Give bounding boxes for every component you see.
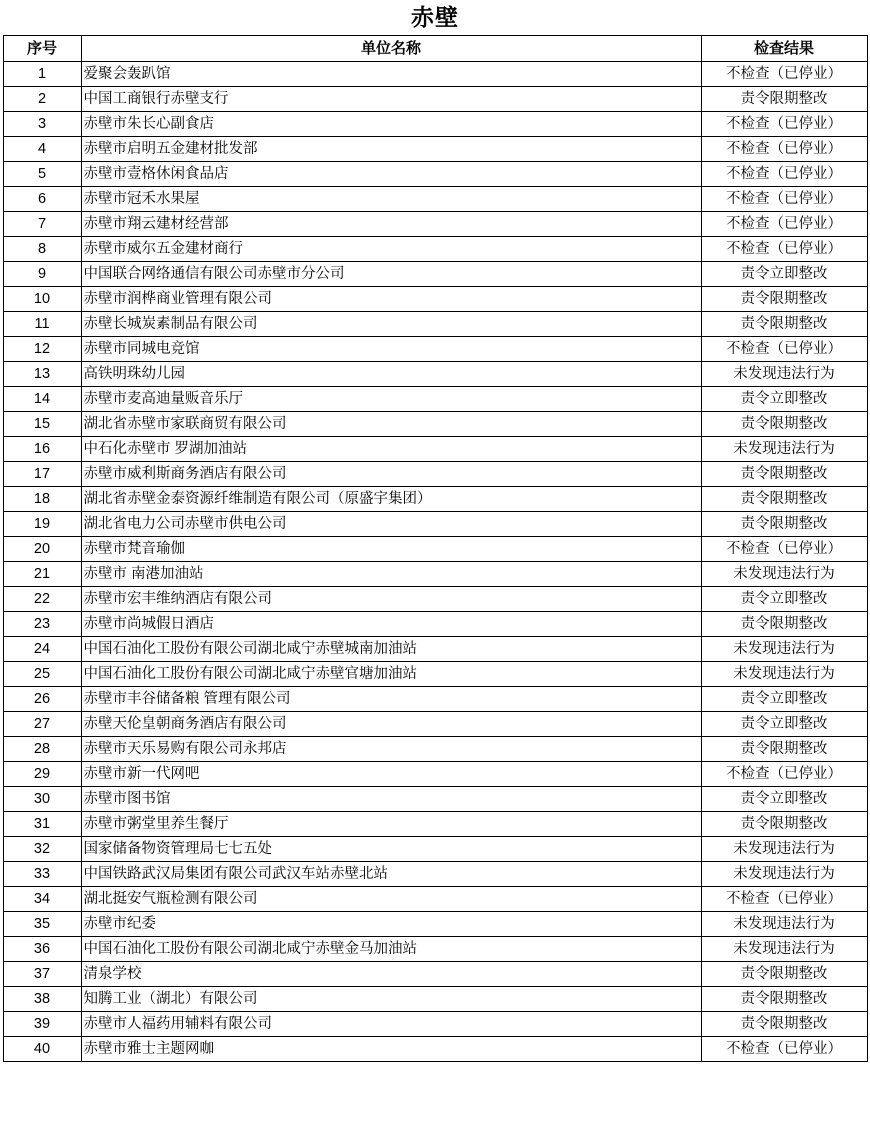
table-row [3,212,867,237]
cell-result: 责令立即整改 [701,787,867,812]
cell-index: 12 [3,337,81,362]
cell-result: 不检查（已停业） [701,212,867,237]
cell-index: 28 [3,737,81,762]
table-row [3,237,867,262]
cell-unit-name: 赤壁市冠禾水果屋 [81,187,701,212]
cell-result: 责令限期整改 [701,612,867,637]
cell-index: 3 [3,112,81,137]
table-row [3,162,867,187]
cell-result: 责令立即整改 [701,387,867,412]
cell-index: 20 [3,537,81,562]
column-header-result: 检查结果 [701,36,867,62]
cell-result: 不检查（已停业） [701,1037,867,1062]
cell-unit-name: 中国铁路武汉局集团有限公司武汉车站赤壁北站 [81,862,701,887]
cell-index: 39 [3,1012,81,1037]
cell-index: 16 [3,437,81,462]
cell-index: 30 [3,787,81,812]
cell-index: 36 [3,937,81,962]
cell-unit-name: 赤壁市翔云建材经营部 [81,212,701,237]
cell-index: 22 [3,587,81,612]
cell-index: 21 [3,562,81,587]
cell-index: 9 [3,262,81,287]
cell-result: 不检查（已停业） [701,537,867,562]
table-row [3,362,867,387]
cell-unit-name: 赤壁市丰谷储备粮 管理有限公司 [81,687,701,712]
cell-result: 责令限期整改 [701,312,867,337]
cell-unit-name: 赤壁市宏丰维纳酒店有限公司 [81,587,701,612]
cell-index: 18 [3,487,81,512]
cell-result: 责令限期整改 [701,412,867,437]
column-header-index: 序号 [3,36,81,62]
cell-index: 29 [3,762,81,787]
table-row [3,287,867,312]
table-row [3,787,867,812]
table-row [3,512,867,537]
cell-unit-name: 赤壁市尚城假日酒店 [81,612,701,637]
cell-result: 责令限期整改 [701,737,867,762]
cell-index: 19 [3,512,81,537]
cell-result: 不检查（已停业） [701,162,867,187]
table-row [3,462,867,487]
cell-unit-name: 赤壁市粥堂里养生餐厅 [81,812,701,837]
cell-index: 15 [3,412,81,437]
cell-unit-name: 赤壁市壹格休闲食品店 [81,162,701,187]
cell-index: 4 [3,137,81,162]
cell-unit-name: 赤壁市同城电竞馆 [81,337,701,362]
cell-unit-name: 赤壁市新一代网吧 [81,762,701,787]
table-row [3,437,867,462]
cell-index: 37 [3,962,81,987]
document-page [0,2,870,1062]
table-row [3,712,867,737]
cell-result: 责令限期整改 [701,812,867,837]
table-row [3,1037,867,1062]
cell-index: 11 [3,312,81,337]
page-title: 赤壁 [411,4,459,30]
table-row [3,112,867,137]
cell-index: 10 [3,287,81,312]
cell-unit-name: 赤壁市天乐易购有限公司永邦店 [81,737,701,762]
table-row [3,662,867,687]
cell-index: 2 [3,87,81,112]
table-header-row [3,36,867,62]
cell-index: 25 [3,662,81,687]
table-row [3,812,867,837]
cell-unit-name: 赤壁市威利斯商务酒店有限公司 [81,462,701,487]
table-row [3,537,867,562]
cell-result: 责令立即整改 [701,687,867,712]
cell-index: 34 [3,887,81,912]
cell-unit-name: 赤壁市 南港加油站 [81,562,701,587]
cell-result: 不检查（已停业） [701,187,867,212]
table-row [3,737,867,762]
cell-index: 27 [3,712,81,737]
cell-unit-name: 赤壁市朱长心副食店 [81,112,701,137]
table-row [3,562,867,587]
cell-result: 责令限期整改 [701,87,867,112]
cell-unit-name: 爱聚会轰趴馆 [81,62,701,87]
cell-result: 不检查（已停业） [701,887,867,912]
cell-result: 责令限期整改 [701,962,867,987]
cell-unit-name: 中国石油化工股份有限公司湖北咸宁赤壁金马加油站 [81,937,701,962]
cell-result: 责令限期整改 [701,487,867,512]
table-row [3,762,867,787]
cell-index: 26 [3,687,81,712]
inspection-results-table [3,35,868,1062]
table-row [3,962,867,987]
table-row [3,837,867,862]
cell-unit-name: 高铁明珠幼儿园 [81,362,701,387]
cell-result: 未发现违法行为 [701,562,867,587]
cell-unit-name: 赤壁市麦高迪量贩音乐厅 [81,387,701,412]
table-row [3,137,867,162]
table-row [3,612,867,637]
table-row [3,312,867,337]
cell-unit-name: 中国石油化工股份有限公司湖北咸宁赤壁官塘加油站 [81,662,701,687]
table-row [3,987,867,1012]
table-row [3,262,867,287]
cell-index: 8 [3,237,81,262]
cell-unit-name: 湖北省赤壁市家联商贸有限公司 [81,412,701,437]
cell-unit-name: 赤壁市雅士主题网咖 [81,1037,701,1062]
table-row [3,187,867,212]
cell-result: 责令限期整改 [701,462,867,487]
cell-index: 33 [3,862,81,887]
table-row [3,687,867,712]
cell-result: 责令限期整改 [701,512,867,537]
cell-unit-name: 湖北挺安气瓶检测有限公司 [81,887,701,912]
cell-index: 31 [3,812,81,837]
cell-result: 未发现违法行为 [701,662,867,687]
cell-unit-name: 中国石油化工股份有限公司湖北咸宁赤壁城南加油站 [81,637,701,662]
cell-index: 23 [3,612,81,637]
cell-index: 17 [3,462,81,487]
cell-result: 未发现违法行为 [701,637,867,662]
cell-index: 6 [3,187,81,212]
cell-result: 未发现违法行为 [701,862,867,887]
table-row [3,87,867,112]
cell-result: 不检查（已停业） [701,237,867,262]
cell-unit-name: 赤壁市梵音瑜伽 [81,537,701,562]
cell-index: 40 [3,1037,81,1062]
cell-unit-name: 湖北省电力公司赤壁市供电公司 [81,512,701,537]
cell-result: 责令立即整改 [701,262,867,287]
cell-result: 不检查（已停业） [701,762,867,787]
table-row [3,1012,867,1037]
cell-result: 责令立即整改 [701,587,867,612]
cell-result: 责令限期整改 [701,1012,867,1037]
cell-result: 未发现违法行为 [701,362,867,387]
cell-index: 1 [3,62,81,87]
table-row [3,337,867,362]
cell-unit-name: 中国联合网络通信有限公司赤壁市分公司 [81,262,701,287]
table-row [3,487,867,512]
cell-index: 13 [3,362,81,387]
table-row [3,587,867,612]
table-row [3,387,867,412]
cell-unit-name: 赤壁市润桦商业管理有限公司 [81,287,701,312]
cell-index: 14 [3,387,81,412]
cell-result: 不检查（已停业） [701,137,867,162]
table-row [3,887,867,912]
cell-result: 未发现违法行为 [701,912,867,937]
table-row [3,862,867,887]
table-row [3,912,867,937]
cell-result: 未发现违法行为 [701,937,867,962]
cell-result: 未发现违法行为 [701,837,867,862]
cell-unit-name: 赤壁市纪委 [81,912,701,937]
cell-unit-name: 赤壁市启明五金建材批发部 [81,137,701,162]
cell-unit-name: 赤壁天伦皇朝商务酒店有限公司 [81,712,701,737]
cell-result: 责令立即整改 [701,712,867,737]
cell-unit-name: 中国工商银行赤壁支行 [81,87,701,112]
cell-result: 不检查（已停业） [701,337,867,362]
cell-result: 责令限期整改 [701,287,867,312]
cell-result: 责令限期整改 [701,987,867,1012]
cell-index: 7 [3,212,81,237]
cell-index: 5 [3,162,81,187]
cell-unit-name: 湖北省赤壁金泰资源纤维制造有限公司（原盛宇集团） [81,487,701,512]
cell-unit-name: 赤壁市人福药用辅料有限公司 [81,1012,701,1037]
cell-unit-name: 赤壁长城炭素制品有限公司 [81,312,701,337]
cell-result: 未发现违法行为 [701,437,867,462]
cell-index: 38 [3,987,81,1012]
table-row [3,937,867,962]
cell-unit-name: 赤壁市威尔五金建材商行 [81,237,701,262]
cell-unit-name: 赤壁市图书馆 [81,787,701,812]
cell-index: 32 [3,837,81,862]
cell-unit-name: 中石化赤壁市 罗湖加油站 [81,437,701,462]
column-header-unit-name: 单位名称 [81,36,701,62]
cell-index: 24 [3,637,81,662]
cell-unit-name: 知腾工业（湖北）有限公司 [81,987,701,1012]
table-row [3,62,867,87]
cell-result: 不检查（已停业） [701,112,867,137]
cell-unit-name: 国家储备物资管理局七七五处 [81,837,701,862]
cell-result: 不检查（已停业） [701,62,867,87]
table-row [3,412,867,437]
table-row [3,637,867,662]
cell-index: 35 [3,912,81,937]
cell-unit-name: 清泉学校 [81,962,701,987]
